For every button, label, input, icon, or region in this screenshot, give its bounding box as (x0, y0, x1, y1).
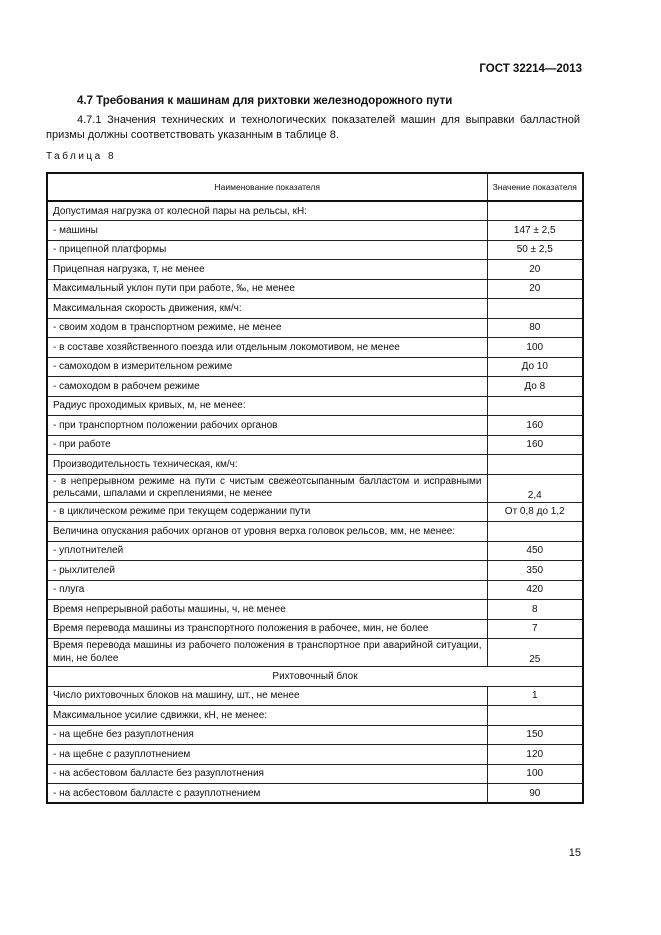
table-row (47, 416, 583, 436)
row-parameter-value: 350 (487, 561, 583, 581)
table-row (47, 279, 583, 299)
row-parameter-name: - самоходом в измерительном режиме (47, 357, 487, 377)
row-parameter-value (487, 455, 583, 475)
row-parameter-name: Прицепная нагрузка, т, не менее (47, 260, 487, 280)
row-parameter-value: 450 (487, 541, 583, 561)
row-parameter-name: Время перевода машины из рабочего положения в транспортное при аварийной ситуации, мин, не более (47, 639, 487, 667)
row-parameter-name: - на асбестовом балласте с разуплотнением (47, 784, 487, 804)
table-row (47, 318, 583, 338)
subsection-title: Рихтовочный блок (47, 667, 583, 687)
table-row (47, 600, 583, 620)
row-parameter-name: - прицепной платформы (47, 240, 487, 260)
row-parameter-name: - своим ходом в транспортном режиме, не менее (47, 318, 487, 338)
row-parameter-name: Время перевода машины из транспортного положения в рабочее, мин, не более (47, 619, 487, 639)
table-row (47, 725, 583, 745)
row-parameter-value: 100 (487, 338, 583, 358)
row-parameter-name: - самоходом в рабочем режиме (47, 377, 487, 397)
row-parameter-value: 50 ± 2,5 (487, 240, 583, 260)
row-parameter-value (487, 522, 583, 542)
row-parameter-value: 20 (487, 279, 583, 299)
row-parameter-value: 150 (487, 725, 583, 745)
row-parameter-name: - при транспортном положении рабочих органов (47, 416, 487, 436)
table-row (47, 377, 583, 397)
row-parameter-value (487, 299, 583, 319)
table-row (47, 357, 583, 377)
row-parameter-name: - в циклическом режиме при текущем содержании пути (47, 502, 487, 522)
standard-number: ГОСТ 32214—2013 (479, 63, 582, 75)
page-number: 15 (568, 847, 581, 859)
row-parameter-value: 2,4 (487, 474, 583, 502)
row-parameter-name: - в составе хозяйственного поезда или отдельным локомотивом, не менее (47, 338, 487, 358)
table-row (47, 580, 583, 600)
table-row (47, 745, 583, 765)
table-row (47, 474, 583, 502)
row-parameter-value (487, 706, 583, 726)
row-parameter-name: - рыхлителей (47, 561, 487, 581)
row-parameter-name: Время непрерывной работы машины, ч, не менее (47, 600, 487, 620)
row-parameter-name: Число рихтовочных блоков на машину, шт., не менее (47, 686, 487, 706)
row-parameter-value: 420 (487, 580, 583, 600)
table-row (47, 502, 583, 522)
row-parameter-value: До 10 (487, 357, 583, 377)
row-parameter-name: Максимальная скорость движения, км/ч: (47, 299, 487, 319)
row-parameter-value: 7 (487, 619, 583, 639)
table-subsection-row (47, 667, 583, 687)
row-parameter-name: - на щебне с разуплотнением (47, 745, 487, 765)
row-parameter-value: 25 (487, 639, 583, 667)
row-parameter-name: Максимальное усилие сдвижки, кН, не менее: (47, 706, 487, 726)
row-parameter-name: - на щебне без разуплотнения (47, 725, 487, 745)
row-parameter-value: До 8 (487, 377, 583, 397)
row-parameter-name: - в непрерывном режиме на пути с чистым свежеотсыпанным балластом и исправными рельсами, шпалами и скреплениями, не менее (47, 474, 487, 502)
row-parameter-name: Величина опускания рабочих органов от уровня верха головок рельсов, мм, не менее: (47, 522, 487, 542)
row-parameter-name: Максимальный уклон пути при работе, ‰, не менее (47, 279, 487, 299)
row-parameter-value: 8 (487, 600, 583, 620)
section-heading: 4.7 Требования к машинам для рихтовки железнодорожного пути (77, 95, 453, 107)
row-parameter-value: 90 (487, 784, 583, 804)
table-row (47, 396, 583, 416)
table-row (47, 686, 583, 706)
table-row (47, 706, 583, 726)
row-parameter-value: 160 (487, 435, 583, 455)
row-parameter-value (487, 201, 583, 221)
column-header-name: Наименование показателя (47, 173, 487, 201)
table-row (47, 201, 583, 221)
row-parameter-name: Производительность техническая, км/ч: (47, 455, 487, 475)
table-caption: Таблица 8 (46, 151, 117, 162)
table-row (47, 764, 583, 784)
row-parameter-value: 100 (487, 764, 583, 784)
row-parameter-name: Допустимая нагрузка от колесной пары на рельсы, кН: (47, 201, 487, 221)
row-parameter-name: Радиус проходимых кривых, м, не менее: (47, 396, 487, 416)
row-parameter-value: 80 (487, 318, 583, 338)
row-parameter-name: - уплотнителей (47, 541, 487, 561)
row-parameter-name: - машины (47, 221, 487, 241)
section-paragraph: 4.7.1 Значения технических и технологических показателей машин для выправки балластной призмы должны соответствовать указанным в таблице 8. (46, 114, 580, 141)
table-row (47, 221, 583, 241)
table-row (47, 639, 583, 667)
table-row (47, 619, 583, 639)
row-parameter-value: 1 (487, 686, 583, 706)
parameters-table (46, 172, 584, 804)
row-parameter-name: - при работе (47, 435, 487, 455)
table-header-row (47, 173, 583, 201)
table-row (47, 455, 583, 475)
row-parameter-value: 20 (487, 260, 583, 280)
table-row (47, 299, 583, 319)
row-parameter-value: 147 ± 2,5 (487, 221, 583, 241)
row-parameter-value: 120 (487, 745, 583, 765)
table-row (47, 240, 583, 260)
table-row (47, 260, 583, 280)
row-parameter-value (487, 396, 583, 416)
table-row (47, 784, 583, 804)
column-header-value: Значение показателя (487, 173, 583, 201)
row-parameter-name: - плуга (47, 580, 487, 600)
table-row (47, 435, 583, 455)
table-row (47, 338, 583, 358)
table-row (47, 541, 583, 561)
table-row (47, 522, 583, 542)
table-body (47, 201, 583, 803)
row-parameter-name: - на асбестовом балласте без разуплотнения (47, 764, 487, 784)
row-parameter-value: От 0,8 до 1,2 (487, 502, 583, 522)
row-parameter-value: 160 (487, 416, 583, 436)
table-row (47, 561, 583, 581)
